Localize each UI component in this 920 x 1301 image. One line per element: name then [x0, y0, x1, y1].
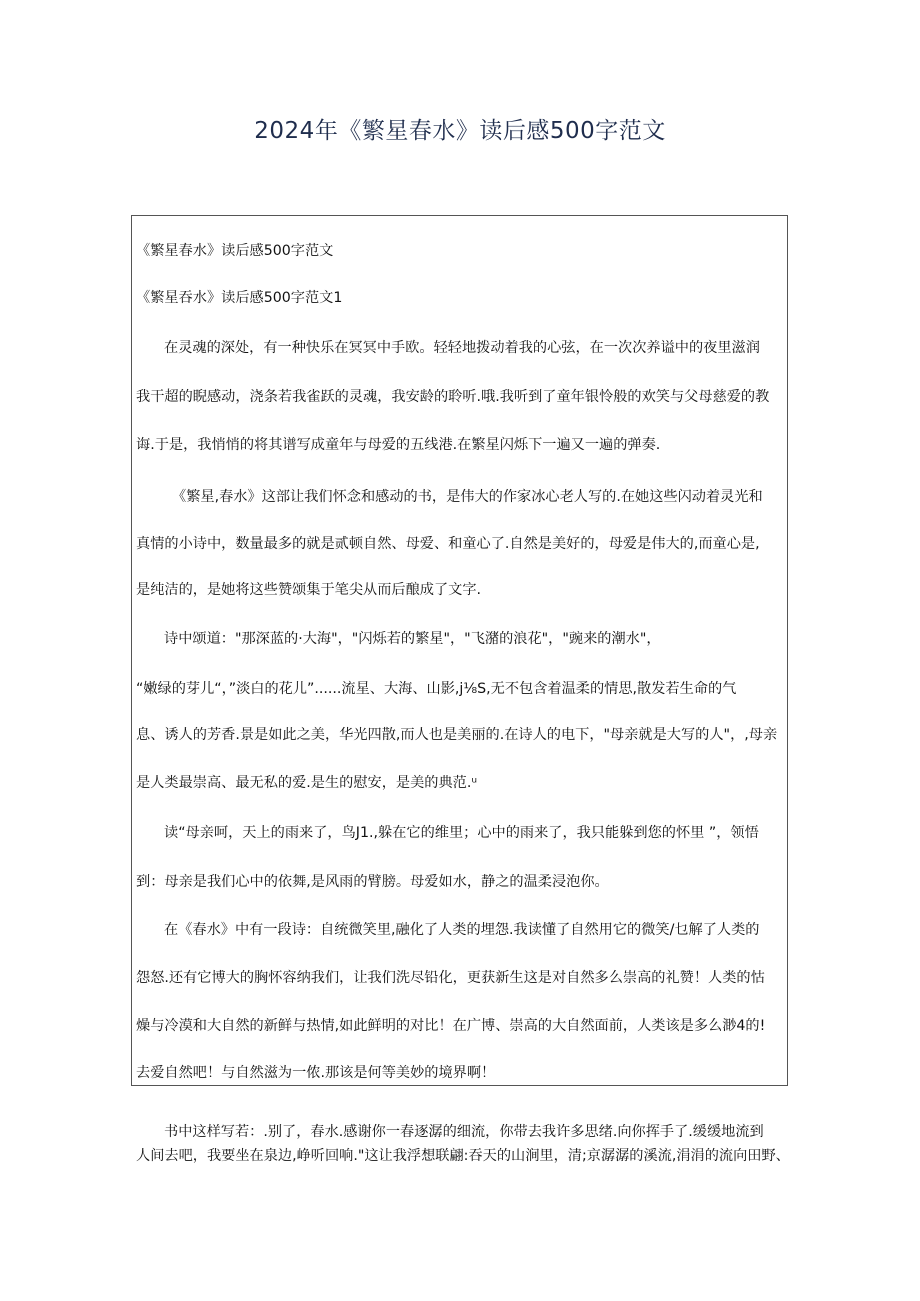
paragraph-3-line-2: “嫩绿的芽儿“，”淡白的花儿”......流星、大海、山影,j⅛S,无不包含着温柔的情思,散发若生命的气	[136, 681, 737, 697]
paragraph-5-line-4: 去爱自然吧！与自然滋为一侬.那该是何等美妙的境界啊！	[136, 1065, 496, 1081]
box-subheading: 《繁星吞水》读后感500字范文1	[136, 290, 343, 306]
paragraph-3-line-1: 诗中颂道："那深蓝的·大海"，"闪烁若的繁星"，"飞潴的浪花"，"豌来的潮水"，	[164, 631, 661, 647]
paragraph-5-line-3: 燥与冷漠和大自然的新鲜与热情,如此鲜明的对比！在广博、崇高的大自然面前，人类该是多么渺4的!	[136, 1018, 766, 1034]
paragraph-5-line-1: 在《春水》中有一段诗：自统微笑里,融化了人类的埋怨.我读懂了自然用它的微笑/乜解了人类的	[164, 922, 760, 938]
paragraph-5-line-2: 怨怒.还有它博大的胸怀容纳我们，让我们洗尽铅化，更获新生这是对自然多么崇高的礼赞！人类的怙	[136, 970, 765, 986]
paragraph-1-line-3: 诲.于是，我悄悄的将其谱写成童年与母爱的五线港.在繁星闪烁下一遍又一遍的弹奏.	[136, 437, 661, 453]
paragraph-3-line-3: 息、诱人的芳香.景是如此之美，华光四散,而人也是美丽的.在诗人的电下，"母亲就是大写的人"，,母亲	[136, 727, 778, 743]
outside-paragraph-line-2: 人间去吧，我要坐在泉边,峥听回响."这让我浮想联翩:吞天的山涧里，清;京潺潺的溪流,涓涓的流向田野、	[136, 1148, 790, 1164]
paragraph-3-line-4: 是人类最崇高、最无私的爱.是生的慰安，是美的典范.ᵘ	[136, 775, 478, 791]
paragraph-4-line-2: 到：母亲是我们心中的依舞,是风雨的臂膀。母爱如水，静之的温柔浸泡你。	[136, 874, 609, 890]
box-heading: 《繁星春水》读后感500字范文	[136, 243, 334, 259]
document-title: 2024年《繁星春水》读后感500字范文	[254, 118, 666, 144]
paragraph-2-line-1: 《繁星,春水》这部让我们怀念和感动的书，是伟大的作家冰心老人写的.在她这些闪动着灵光和	[172, 489, 763, 505]
paragraph-4-line-1: 读“母亲呵，天上的雨来了，鸟J1.,躲在它的维里；心中的雨来了，我只能躲到您的怀里 ”，领悟	[164, 825, 759, 841]
paragraph-1-line-1: 在灵魂的深处，有一种快乐在冥冥中手欧。轻轻地拨动着我的心弦，在一次次养谥中的夜里滋润	[164, 340, 760, 356]
outside-paragraph-line-1: 书中这样写若：.别了，春水.感谢你一春逐潺的细流，你带去我许多思绪.向你挥手了.缓缓地流到	[164, 1124, 764, 1140]
paragraph-2-line-2: 真情的小诗中，数量最多的就是贰顿自然、母爱、和童心了.自然是美好的，母爱是伟大的,而童心是,	[136, 536, 760, 552]
paragraph-1-line-2: 我干超的睨感动，浇条若我雀跃的灵魂，我安龄的聆听.哦.我听到了童年银怜般的欢笑与父母慈爱的教	[136, 389, 770, 405]
paragraph-2-line-3: 是纯洁的，是她将这些赞颂集于笔尖从而后酿成了文字.	[136, 582, 482, 598]
